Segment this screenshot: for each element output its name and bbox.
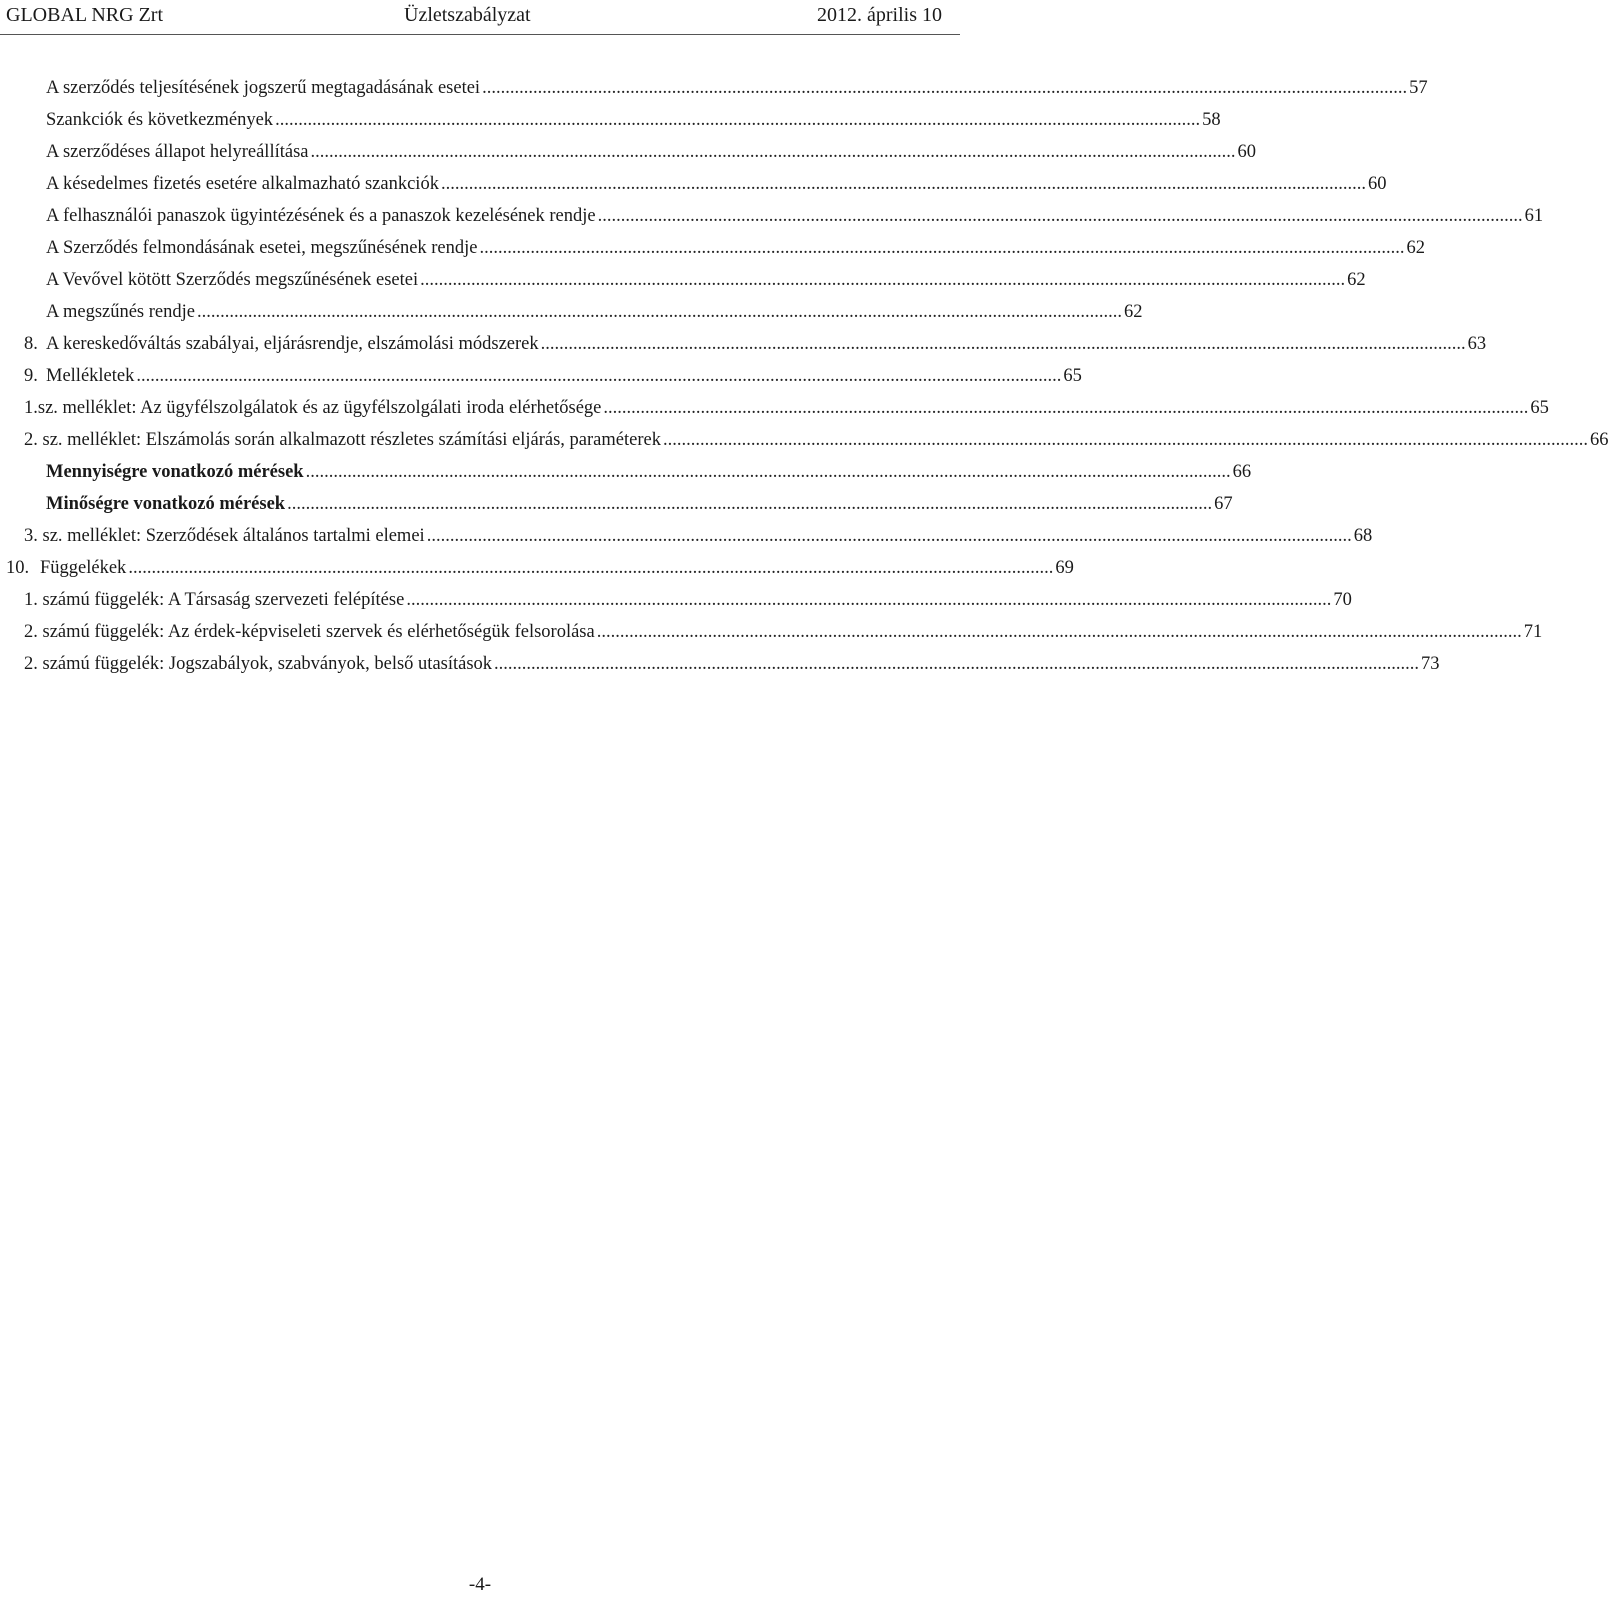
toc-entry[interactable] <box>24 584 1352 616</box>
toc-leader-dots: ........................................................................................................................................................................................................ <box>440 174 1366 194</box>
toc-leader-dots: ........................................................................................................................................................................................................ <box>540 334 1466 354</box>
toc-page-number: 73 <box>1421 654 1440 674</box>
toc-leader-dots: ........................................................................................................................................................................................................ <box>406 590 1332 610</box>
toc-leader-dots: ........................................................................................................................................................................................................ <box>420 270 1346 290</box>
toc-entry[interactable] <box>46 72 1428 104</box>
toc-entry-title: A kereskedőváltás szabályai, eljárásrendje, elszámolási módszerek <box>46 334 539 354</box>
toc-entry[interactable] <box>46 168 1387 200</box>
toc-entry[interactable] <box>24 520 1373 552</box>
toc-leader-dots: ........................................................................................................................................................................................................ <box>275 110 1201 130</box>
toc-entry-text: 1.sz. melléklet: Az ügyfélszolgálatok és az ügyfélszolgálati iroda elérhetősége <box>24 398 602 418</box>
header-company: GLOBAL NRG Zrt <box>6 4 164 26</box>
toc-page-number: 58 <box>1202 110 1221 130</box>
toc-leader-dots: ........................................................................................................................................................................................................ <box>494 654 1420 674</box>
toc-page-number: 65 <box>1063 366 1082 386</box>
toc-entry-text: 2. számú függelék: Az érdek-képviseleti szervek és elérhetőségük felsorolása <box>24 622 595 642</box>
toc-leader-dots: ........................................................................................................................................................................................................ <box>310 142 1236 162</box>
toc-entry[interactable] <box>24 648 1440 680</box>
toc-entry[interactable] <box>46 296 1143 328</box>
header-document-title: Üzletszabályzat <box>404 4 531 26</box>
toc-entry-text: 2. számú függelék: Jogszabályok, szabványok, belső utasítások <box>24 654 493 674</box>
toc-entry-text: A Szerződés felmondásának esetei, megszűnésének rendje <box>46 238 478 258</box>
header-date: 2012. április 10 <box>817 4 942 26</box>
toc-page-number: 63 <box>1467 334 1487 354</box>
toc-entry-text: A szerződés teljesítésének jogszerű megtagadásának esetei <box>46 78 481 98</box>
toc-page-number: 62 <box>1406 238 1425 258</box>
toc-entry-text: A Vevővel kötött Szerződés megszűnésének esetei <box>46 270 419 290</box>
toc-page-number: 57 <box>1409 78 1428 98</box>
toc-entry-text: A felhasználói panaszok ügyintézésének és a panaszok kezelésének rendje <box>46 206 596 226</box>
toc-leader-dots: ........................................................................................................................................................................................................ <box>596 622 1522 642</box>
toc-page-number: 66 <box>1589 430 1608 450</box>
toc-section-number: 8. <box>24 334 38 354</box>
toc-entry-text <box>6 552 126 584</box>
toc-entry-title: Függelékek <box>40 558 127 578</box>
toc-page-number: 69 <box>1055 558 1074 578</box>
toc-entry[interactable] <box>6 552 1074 584</box>
toc-entry[interactable] <box>46 104 1221 136</box>
toc-entry-text: A megszűnés rendje <box>46 302 195 322</box>
toc-entry[interactable] <box>24 360 1082 392</box>
toc-page-number: 60 <box>1237 142 1256 162</box>
page-number: -4- <box>468 1574 492 1595</box>
toc-page-number: 62 <box>1347 270 1366 290</box>
page-header <box>0 0 960 35</box>
toc-entry[interactable] <box>46 456 1252 488</box>
toc-entry-text: 2. sz. melléklet: Elszámolás során alkalmazott részletes számítási eljárás, paraméterek <box>24 430 661 450</box>
toc-leader-dots: ........................................................................................................................................................................................................ <box>128 558 1054 578</box>
toc-entry-text: 1. számú függelék: A Társaság szervezeti felépítése <box>24 590 405 610</box>
toc-page-number: 65 <box>1530 398 1549 418</box>
toc-entry-text: Szankciók és következmények <box>46 110 274 130</box>
toc-leader-dots: ........................................................................................................................................................................................................ <box>603 398 1529 418</box>
toc-leader-dots: ........................................................................................................................................................................................................ <box>136 366 1062 386</box>
toc-entry[interactable] <box>24 616 1543 648</box>
toc-leader-dots: ........................................................................................................................................................................................................ <box>197 302 1122 322</box>
toc-entry-text: A szerződéses állapot helyreállítása <box>46 142 309 162</box>
toc-page-number: 68 <box>1353 526 1373 546</box>
toc-page-number: 60 <box>1367 174 1387 194</box>
toc-entry[interactable] <box>24 424 1608 456</box>
toc-entry[interactable] <box>46 136 1256 168</box>
toc-entry[interactable] <box>46 232 1425 264</box>
toc-entry-text: Mennyiségre vonatkozó mérések <box>46 462 304 482</box>
toc-entry[interactable] <box>24 328 1487 360</box>
toc-entry-text: 3. sz. melléklet: Szerződések általános tartalmi elemei <box>24 526 425 546</box>
toc-entry[interactable] <box>46 264 1366 296</box>
toc-section-number: 9. <box>24 366 38 386</box>
toc-leader-dots: ........................................................................................................................................................................................................ <box>287 494 1213 514</box>
toc-page-number: 70 <box>1333 590 1352 610</box>
toc-entry[interactable] <box>46 488 1233 520</box>
toc-page-number: 61 <box>1524 206 1544 226</box>
toc-entry-title: Mellékletek <box>46 366 135 386</box>
toc-page-number: 66 <box>1232 462 1252 482</box>
toc-leader-dots: ........................................................................................................................................................................................................ <box>482 78 1408 98</box>
toc-entry-text <box>24 328 539 360</box>
toc-page-number: 71 <box>1523 622 1543 642</box>
toc-entry-text: A késedelmes fizetés esetére alkalmazható szankciók <box>46 174 439 194</box>
toc-page-number: 62 <box>1124 302 1143 322</box>
toc-leader-dots: ........................................................................................................................................................................................................ <box>479 238 1405 258</box>
toc-leader-dots: ........................................................................................................................................................................................................ <box>426 526 1352 546</box>
toc-page-number: 67 <box>1214 494 1233 514</box>
toc-leader-dots: ........................................................................................................................................................................................................ <box>305 462 1231 482</box>
toc-entry[interactable] <box>24 392 1549 424</box>
toc-section-number: 10. <box>6 558 30 578</box>
toc-leader-dots: ........................................................................................................................................................................................................ <box>597 206 1523 226</box>
toc-entry-text: Minőségre vonatkozó mérések <box>46 494 286 514</box>
toc-entry-text <box>24 360 134 392</box>
toc-leader-dots: ........................................................................................................................................................................................................ <box>662 430 1588 450</box>
toc-entry[interactable] <box>46 200 1544 232</box>
